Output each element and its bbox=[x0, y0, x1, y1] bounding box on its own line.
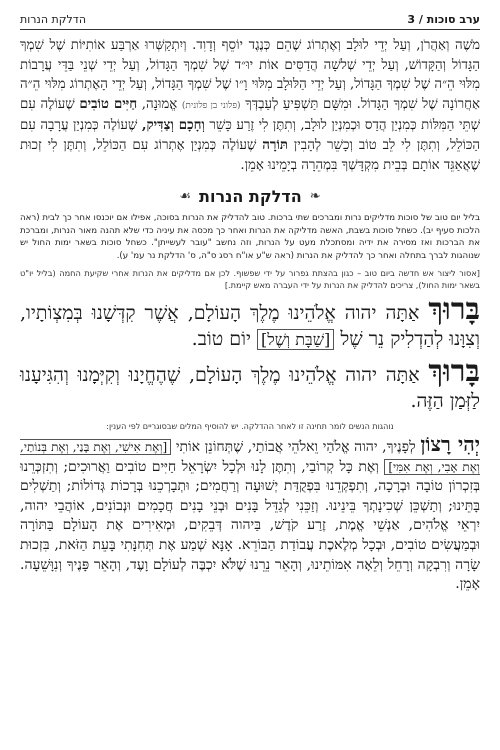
intro-text-5: שֶׁעוֹלֶה כְּמִנְיַן אֶתְרוֹג עִם הַכּוֹלֵל, וְתִתֶּן לִי זְכוּת שֶׁאֲאַגֵּד אוֹתָם בְּבֵית מִקְדָּשְׁךָ בִּמְהֵרָה בְיָמֵינוּ אָמֵן. bbox=[20, 137, 480, 173]
instructions-note: [אסור ליצור אש חדשה ביום טוב – כגון בהצתת גפרור על ידי שפשוף. לכן אם מדליקים את הנרות אחרי שקיעת החמה (בליל יו"ט בשאר ימות החול), צריכים להדליק את הנרות על ידי העברה מאש קיימת.] bbox=[20, 267, 480, 290]
section-title bbox=[20, 187, 480, 206]
yehi-ratzon-prayer bbox=[20, 431, 481, 595]
header-section-label: הדלקת הנרות bbox=[20, 13, 86, 26]
bracha-shehecheyanu bbox=[20, 353, 480, 414]
intro-text-2: אֱמוּנָה, bbox=[141, 96, 178, 112]
page-header bbox=[20, 0, 480, 30]
bracha-1-shabbat-insert: [שַׁבָּת וְשֶׁל] bbox=[257, 329, 334, 350]
bracha-1-opening: בָּרוּךְ bbox=[428, 291, 481, 327]
ornament-left-icon: ☙ bbox=[179, 189, 192, 205]
intro-text-4: שֶׁעוֹלֶה כְּמִנְיַן עֲרָבָה עִם הַכּוֹלֵל, וְתִתֶּן לִי לֵב טוֹב וְכָשֵׁר לְהָבִין bbox=[20, 118, 481, 153]
intro-note: (פלוני בן פלונית) bbox=[181, 100, 241, 111]
bracha-2-opening: בָּרוּךְ bbox=[428, 353, 480, 389]
prayer-opening: יְהִי רָצוֹן bbox=[420, 431, 481, 456]
intro-bold-2: וְחָכָם וְצַדִּיק, bbox=[141, 118, 205, 134]
prayer-family-insert: [וְאֶת אִישִׁי, וְאֶת בָּנַי, וְאֶת בְּנוֹתַי, וְאֶת אָבִי, וְאֶת אִמִּי] bbox=[20, 439, 481, 474]
intro-text-1: מֹשֶׁה וְאַהֲרֹן, וְעַל יְדֵי לוּלָב וְאֶתְרוֹג שֶׁהֵם כְּנֶגֶד יוֹסֵף וְדָוִד. וְיִתְקַשְּׁרוּ אַרְבַּע אוֹתִיּוֹת שֶׁל שִׁמְךָ הַגָּדוֹל וְהַקָּדוֹשׁ, וְעַל יְדֵי שְׁלשָׁה הֲדַסִּים אוֹת יוּ״ד שֶׁל שִׁמְךָ הַגָּדוֹל, וְעַל יְדֵי שְׁנֵי בַּדֵּי עֲרָבוֹת מִלּוּי הֵ״ה שֶׁל שִׁמְךָ הַגָּדוֹל, וְעַל יְדֵי הַלּוּלָב מִלּוּי וָ״ו שֶׁל שִׁמְךָ הַגָּדוֹל, וְעַל יְדֵי הָאֶתְרוֹג מִלּוּי הֵ״ה אַחֲרוֹנָה שֶׁל שִׁמְךָ הַגָּדוֹל. וּמִשָּׁם תַּשְׁפִּיעַ לְעַבְדְּךָ bbox=[20, 38, 481, 112]
prayer-instruction-note: נוהגות הנשים לומר תחינה זו לאחר ההדלקה. יש להוסיף המלים שבסוגריים לפי הענין: bbox=[106, 421, 394, 431]
intro-bold-3: תּוֹרָה bbox=[262, 137, 288, 153]
prayer-text-2: וְאֶת כָּל קְרוֹבַי, וְתִתֶּן לָנוּ וּלְכָל יִשְׂרָאֵל חַיִּים טוֹבִים וַאֲרוּכִים; וְתִזְכְּרֵנוּ בְּזִכְרוֹן טוֹבָה וּבְרָכָה, וְתִפְקְדֵנוּ בִּפְקֻדַּת יְשׁוּעָה וְרַחֲמִים; וּתְבָרְכֵנוּ בְּרָכוֹת גְּדוֹלוֹת; וְתַשְׁלִים בָּתֵּינוּ; וְתַשְׁכֵּן שְׁכִינָתְךָ בֵּינֵינוּ. וְזַכֵּנִי לְגַדֵּל בָּנִים וּבְנֵי בָנִים חֲכָמִים וּנְבוֹנִים, אוֹהֲבֵי יהוה, יִרְאֵי אֱלֹהִים, אַנְשֵׁי אֱמֶת, זֶרַע קֹדֶשׁ, בַּיהוה דְּבֵקִים, וּמְאִירִים אֶת הָעוֹלָם בַּתּוֹרָה וּבְמַעֲשִׂים טוֹבִים, וּבְכָל מְלֶאכֶת עֲבוֹדַת הַבּוֹרֵא. אָנָּא שְׁמַע אֶת תְּחִנָּתִי בָּעֵת הַזֹּאת, בִּזְכוּת שָׂרָה וְרִבְקָה וְרָחֵל וְלֵאָה אִמּוֹתֵינוּ, וְהָאֵר נֵרֵנוּ שֶׁלֹּא יִכְבֶּה לְעוֹלָם וָעֶד, וְהָאֵר פָּנֶיךָ וְנִוָּשֵׁעָה. אָמֵן. bbox=[20, 458, 481, 593]
intro-bold-1: חַיִּים טוֹבִים bbox=[79, 96, 138, 112]
bracha-candle-lighting bbox=[20, 291, 481, 353]
bracha-2-text: אַתָּה יהוה אֱלֹהֵינוּ מֶלֶךְ הָעוֹלָם, שֶׁהֶחֱיָנוּ וְקִיְּמָנוּ וְהִגִּיעָנוּ לַזְּמַן הַזֶּה. bbox=[20, 363, 480, 412]
intro-paragraph bbox=[20, 36, 480, 175]
ornament-right-icon: ❧ bbox=[309, 189, 321, 205]
bracha-1-text: אַתָּה יהוה אֱלֹהֵינוּ מֶלֶךְ הָעוֹלָם, אֲשֶׁר קִדְּשָׁנוּ בְּמִצְוֹתָיו, וְצִוָּנוּ לְהַדְלִיק נֵר שֶׁל bbox=[20, 301, 480, 350]
prayer-text-1: לְפָנֶיךָ, יהוה אֱלֹהַי וֵאלֹהֵי אֲבוֹתַי, שֶׁתְּחוֹנֵן אוֹתִי bbox=[175, 438, 416, 455]
bracha-1-end: יוֹם טוֹב. bbox=[191, 327, 251, 350]
header-page-label: ערב סוכות / 3 bbox=[407, 13, 480, 26]
intro-text-3: שֶׁעוֹלֶה עִם שְׁתֵּי הַמִּלּוֹת כְּמִנְיַן הֲדַס וּכְמִנְיַן לוּלָב, וְתִתֶּן לִי זֶרַע כָּשֵׁר bbox=[20, 96, 480, 134]
instructions-paragraph: בליל יום טוב של סוכות מדליקים נרות ומברכים שתי ברכות. טוב להדליק את הנרות בסוכה, אפילו אם יוכנסו אחר כך לבית (ראה הלכות סעיף יב). כשחל סוכות בשבת, האשה מדליקה את הנרות ואחר כך מכסה את עיניה כדי שלא תהנה מאור הנרות, ומברכת את הברכות ואז מסירה את ידיה ומסתכלת מעט על הנרות, וזה נחשב "עובר לעשייתן". כשחל סוכות בשאר ימות החול יש שנוהגות לברך בתחלה ואחר כך להדליק את הנרות (ראה ש"ע או"ח רסג ס"ה, ס' הדלקת נר עמ' ע). bbox=[20, 213, 480, 261]
section-title-text: הדלקת הנרות bbox=[199, 187, 302, 207]
